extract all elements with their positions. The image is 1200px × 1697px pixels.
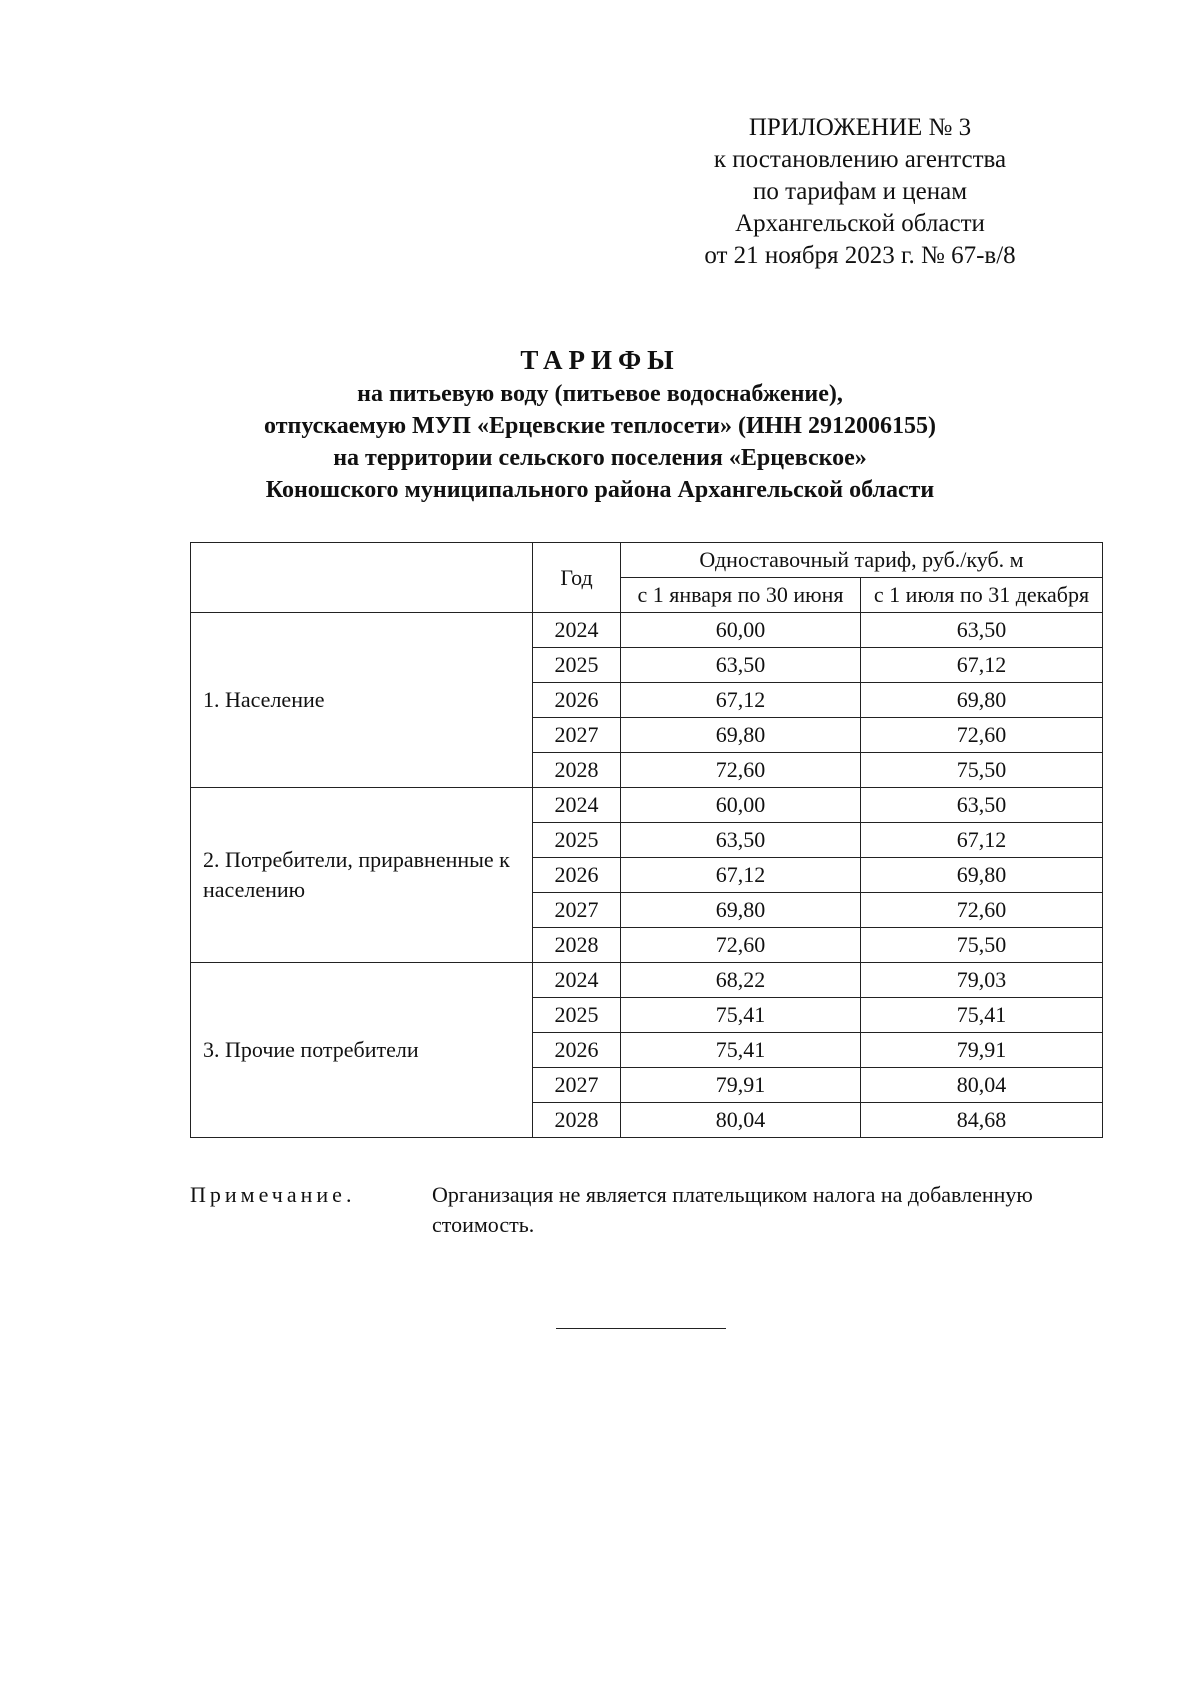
header-empty-cell (191, 543, 533, 613)
tariff-first-half-cell: 67,12 (621, 683, 861, 718)
tariff-first-half-cell: 72,60 (621, 928, 861, 963)
closing-rule (556, 1328, 726, 1329)
tariff-second-half-cell: 67,12 (861, 648, 1103, 683)
tariff-first-half-cell: 63,50 (621, 648, 861, 683)
tariff-second-half-cell: 69,80 (861, 858, 1103, 893)
tariff-second-half-cell: 80,04 (861, 1068, 1103, 1103)
tariff-first-half-cell: 75,41 (621, 1033, 861, 1068)
document-title (150, 344, 1050, 506)
year-cell: 2024 (533, 613, 621, 648)
appendix-line-3: по тарифам и ценам (752, 178, 968, 205)
tariff-second-half-cell: 69,80 (861, 683, 1103, 718)
appendix-line-4: Архангельской области (735, 210, 985, 237)
tariff-second-half-cell: 63,50 (861, 788, 1103, 823)
year-cell: 2028 (533, 928, 621, 963)
title-line-3: на территории сельского поселения «Ерцевское» (333, 445, 867, 471)
table-row (191, 788, 1103, 823)
tariff-second-half-cell: 72,60 (861, 893, 1103, 928)
tariff-first-half-cell: 68,22 (621, 963, 861, 998)
tariff-second-half-cell: 79,03 (861, 963, 1103, 998)
appendix-line-2: к постановлению агентства (713, 146, 1007, 173)
year-cell: 2026 (533, 1033, 621, 1068)
year-cell: 2028 (533, 753, 621, 788)
year-cell: 2026 (533, 858, 621, 893)
table-row (191, 613, 1103, 648)
header-period-2: с 1 июля по 31 декабря (861, 578, 1103, 613)
year-cell: 2025 (533, 998, 621, 1033)
tariff-first-half-cell: 80,04 (621, 1103, 861, 1138)
consumer-group-label: 1. Население (191, 613, 533, 788)
consumer-group-label: 3. Прочие потребители (191, 963, 533, 1138)
header-tariff: Одноставочный тариф, руб./куб. м (621, 543, 1103, 578)
tariff-second-half-cell: 79,91 (861, 1033, 1103, 1068)
tariff-first-half-cell: 60,00 (621, 613, 861, 648)
appendix-number: ПРИЛОЖЕНИЕ № 3 (748, 114, 972, 141)
year-cell: 2025 (533, 823, 621, 858)
tariff-table-body (191, 613, 1103, 1138)
tariff-first-half-cell: 63,50 (621, 823, 861, 858)
note-label: Примечание. (190, 1182, 356, 1207)
tariff-first-half-cell: 60,00 (621, 788, 861, 823)
year-cell: 2027 (533, 893, 621, 928)
header-year: Год (533, 543, 621, 613)
consumer-group-label: 2. Потребители, приравненные к населению (191, 788, 533, 963)
tariff-second-half-cell: 84,68 (861, 1103, 1103, 1138)
year-cell: 2025 (533, 648, 621, 683)
year-cell: 2024 (533, 788, 621, 823)
header-period-1: с 1 января по 30 июня (621, 578, 861, 613)
tariff-second-half-cell: 75,50 (861, 753, 1103, 788)
year-cell: 2028 (533, 1103, 621, 1138)
tariff-second-half-cell: 72,60 (861, 718, 1103, 753)
tariff-second-half-cell: 63,50 (861, 613, 1103, 648)
table-row (191, 963, 1103, 998)
year-cell: 2026 (533, 683, 621, 718)
tariff-second-half-cell: 75,50 (861, 928, 1103, 963)
tariff-first-half-cell: 67,12 (621, 858, 861, 893)
tariff-second-half-cell: 67,12 (861, 823, 1103, 858)
tariff-first-half-cell: 79,91 (621, 1068, 861, 1103)
year-cell: 2027 (533, 718, 621, 753)
tariff-first-half-cell: 69,80 (621, 718, 861, 753)
tariff-first-half-cell: 69,80 (621, 893, 861, 928)
appendix-date: от 21 ноября 2023 г. № 67-в/8 (704, 242, 1016, 269)
tariff-table (190, 542, 1103, 1138)
title-heading: ТАРИФЫ (520, 345, 680, 375)
title-line-4: Коношского муниципального района Архангельской области (265, 477, 935, 503)
tariff-first-half-cell: 75,41 (621, 998, 861, 1033)
year-cell: 2024 (533, 963, 621, 998)
title-line-2: отпускаемую МУП «Ерцевские теплосети» (ИНН 2912006155) (264, 413, 936, 439)
tariff-first-half-cell: 72,60 (621, 753, 861, 788)
title-line-1: на питьевую воду (питьевое водоснабжение), (357, 381, 843, 407)
year-cell: 2027 (533, 1068, 621, 1103)
note-text: Организация не является плательщиком налога на добавленную стоимость. (432, 1182, 1033, 1237)
appendix-header (640, 112, 1080, 272)
tariff-second-half-cell: 75,41 (861, 998, 1103, 1033)
